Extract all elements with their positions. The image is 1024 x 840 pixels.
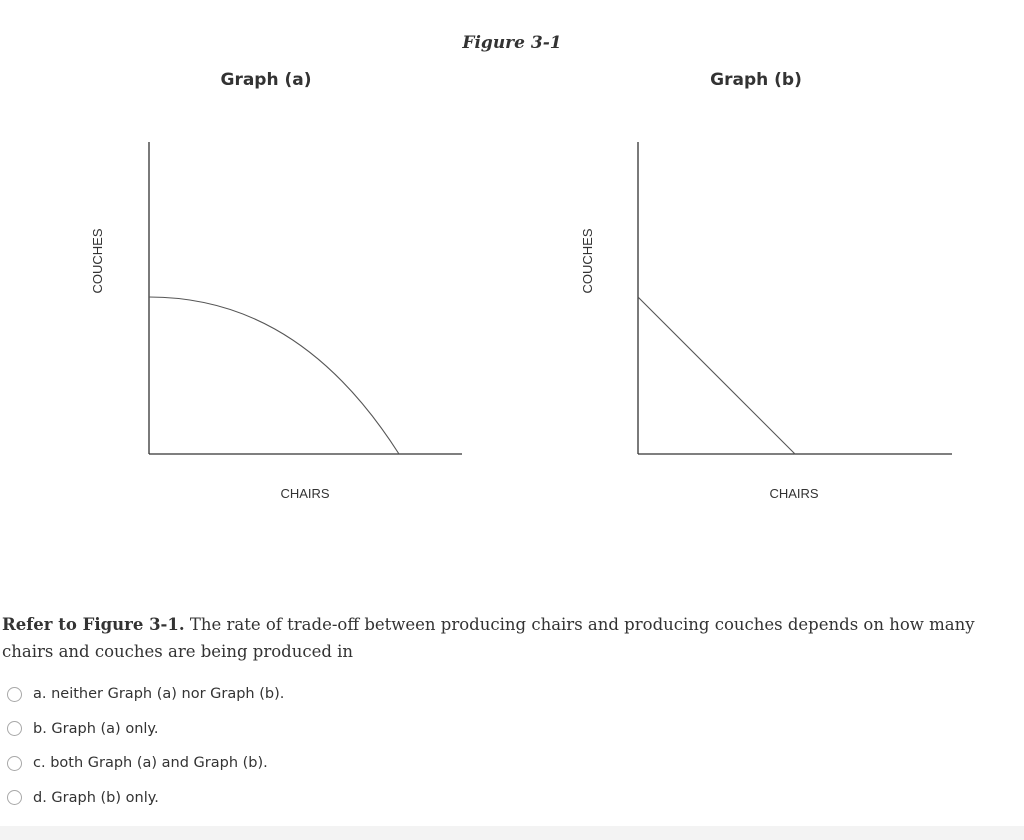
graph-a-x-label: CHAIRS <box>280 486 330 501</box>
radio-button-c[interactable] <box>7 756 22 771</box>
graph-a-y-label: COUCHES <box>90 228 105 294</box>
radio-button-a[interactable] <box>7 687 22 702</box>
option-b[interactable] <box>7 712 284 747</box>
option-b-label[interactable]: b. Graph (a) only. <box>33 720 159 737</box>
graph-b-x-label: CHAIRS <box>769 486 819 501</box>
graph-b-title: Graph (b) <box>710 70 802 90</box>
option-d[interactable] <box>7 781 284 816</box>
radio-button-d[interactable] <box>7 790 22 805</box>
graph-b <box>580 142 952 501</box>
graph-b-y-label: COUCHES <box>580 228 595 294</box>
option-c-label[interactable]: c. both Graph (a) and Graph (b). <box>33 755 268 772</box>
question-body: The rate of trade-off between producing chairs and producing couches depends on how many chairs and couches are being produced in <box>2 615 975 661</box>
option-d-label[interactable]: d. Graph (b) only. <box>33 789 159 806</box>
graph-a-ppf-curve <box>149 297 399 454</box>
graph-a <box>90 142 462 501</box>
option-a[interactable] <box>7 677 284 712</box>
figure-title: Figure 3-1 <box>462 33 562 53</box>
graph-a-title: Graph (a) <box>220 70 312 90</box>
question-text <box>2 611 1012 665</box>
answer-options <box>7 677 284 815</box>
graph-b-ppf-line <box>638 297 795 454</box>
question-figure-reference: Refer to Figure 3-1. <box>2 615 185 634</box>
option-c[interactable] <box>7 746 284 781</box>
bottom-bar <box>0 826 1024 840</box>
radio-button-b[interactable] <box>7 721 22 736</box>
option-a-label[interactable]: a. neither Graph (a) nor Graph (b). <box>33 686 285 703</box>
